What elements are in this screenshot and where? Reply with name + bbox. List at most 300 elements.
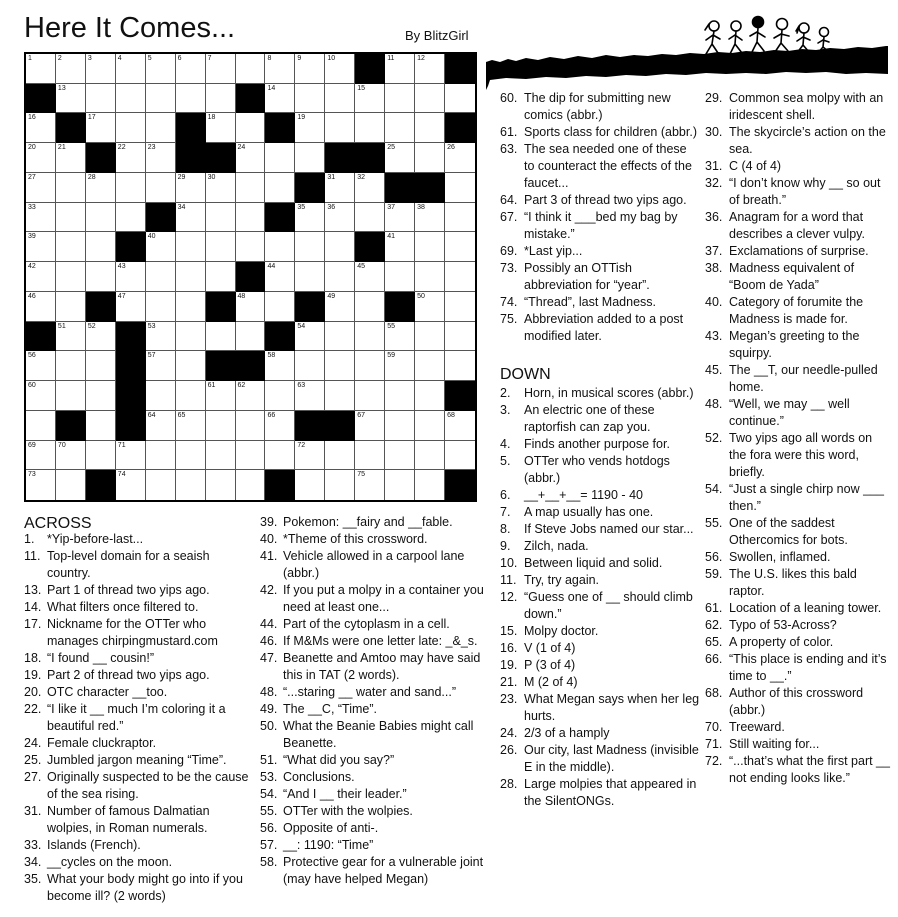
grid-cell[interactable] xyxy=(206,262,236,292)
clue-text: 2/3 of a hamply xyxy=(524,726,610,740)
grid-cell[interactable] xyxy=(56,470,86,500)
grid-cell[interactable] xyxy=(265,292,295,322)
grid-cell[interactable] xyxy=(146,143,176,173)
clue-number: 27. xyxy=(24,770,42,784)
grid-cell[interactable] xyxy=(445,322,475,352)
grid-cell[interactable] xyxy=(325,470,355,500)
grid-cell[interactable] xyxy=(355,173,385,203)
grid-cell[interactable] xyxy=(385,143,415,173)
grid-cell[interactable] xyxy=(236,173,266,203)
grid-cell[interactable] xyxy=(325,173,355,203)
grid-cell[interactable] xyxy=(86,441,116,471)
grid-cell[interactable] xyxy=(236,381,266,411)
grid-cell[interactable] xyxy=(86,381,116,411)
grid-cell[interactable] xyxy=(295,381,325,411)
grid-cell[interactable] xyxy=(385,262,415,292)
grid-cell[interactable] xyxy=(26,411,56,441)
grid-cell[interactable] xyxy=(206,54,236,84)
grid-cell[interactable] xyxy=(325,232,355,262)
grid-cell[interactable] xyxy=(176,292,206,322)
grid-block xyxy=(86,292,116,322)
cell-number: 22 xyxy=(117,144,126,152)
grid-cell[interactable] xyxy=(86,84,116,114)
grid-block xyxy=(116,232,146,262)
clue-item xyxy=(705,243,891,260)
grid-cell[interactable] xyxy=(325,441,355,471)
grid-cell[interactable] xyxy=(116,292,146,322)
clue-number: 32. xyxy=(705,176,723,190)
grid-block xyxy=(325,143,355,173)
cell-number: 7 xyxy=(207,55,212,62)
grid-block xyxy=(236,84,266,114)
grid-cell[interactable] xyxy=(146,113,176,143)
grid-cell[interactable] xyxy=(295,143,325,173)
grid-cell[interactable] xyxy=(86,322,116,352)
clue-item xyxy=(500,623,700,640)
clue-number: 74. xyxy=(500,295,518,309)
clue-text: “I think it ___bed my bag by mistake.” xyxy=(524,210,678,241)
cell-number: 23 xyxy=(147,144,156,152)
clue-text: If you put a molpy in a container you need at least one... xyxy=(283,583,484,614)
grid-block xyxy=(295,173,325,203)
grid-cell[interactable] xyxy=(385,441,415,471)
grid-cell[interactable] xyxy=(355,292,385,322)
cell-number: 38 xyxy=(417,203,425,211)
clue-item xyxy=(705,753,891,787)
grid-cell[interactable] xyxy=(415,470,445,500)
grid-cell[interactable] xyxy=(265,84,295,114)
grid-cell[interactable] xyxy=(86,351,116,381)
grid-cell[interactable] xyxy=(236,143,266,173)
grid-cell[interactable] xyxy=(355,470,385,500)
grid-cell[interactable] xyxy=(176,232,206,262)
grid-cell[interactable] xyxy=(325,381,355,411)
grid-cell[interactable] xyxy=(385,54,415,84)
stick-figure xyxy=(750,17,765,53)
grid-cell[interactable] xyxy=(116,143,146,173)
clue-number: 41. xyxy=(260,549,278,563)
grid-cell[interactable] xyxy=(445,173,475,203)
grid-cell[interactable] xyxy=(385,411,415,441)
grid-cell[interactable] xyxy=(176,173,206,203)
grid-cell[interactable] xyxy=(26,54,56,84)
grid-cell[interactable] xyxy=(355,441,385,471)
clue-text: __cycles on the moon. xyxy=(47,855,173,869)
clue-text: “This place is ending and it’s time to __.” xyxy=(729,652,887,683)
grid-cell[interactable] xyxy=(176,322,206,352)
grid-cell[interactable] xyxy=(325,292,355,322)
grid-cell[interactable] xyxy=(236,411,266,441)
grid-cell[interactable] xyxy=(56,173,86,203)
grid-cell[interactable] xyxy=(355,322,385,352)
grid-block xyxy=(355,232,385,262)
grid-cell[interactable] xyxy=(415,143,445,173)
clue-text: Category of forumite the Madness is made for. xyxy=(729,295,864,326)
grid-cell[interactable] xyxy=(415,84,445,114)
grid-cell[interactable] xyxy=(56,143,86,173)
grid-cell[interactable] xyxy=(295,441,325,471)
grid-cell[interactable] xyxy=(355,262,385,292)
grid-cell[interactable] xyxy=(415,322,445,352)
grid-cell[interactable] xyxy=(236,203,266,233)
clue-item xyxy=(260,514,496,531)
grid-cell[interactable] xyxy=(265,411,295,441)
grid-cell[interactable] xyxy=(86,411,116,441)
clue-text: Part 2 of thread two yips ago. xyxy=(47,668,210,682)
grid-cell[interactable] xyxy=(445,203,475,233)
grid-cell[interactable] xyxy=(146,470,176,500)
clue-number: 40. xyxy=(705,295,723,309)
clue-text: *Yip-before-last... xyxy=(47,532,144,546)
grid-cell[interactable] xyxy=(116,441,146,471)
grid-cell[interactable] xyxy=(385,232,415,262)
grid-cell[interactable] xyxy=(295,84,325,114)
clue-text: Conclusions. xyxy=(283,770,355,784)
cell-number: 32 xyxy=(357,173,366,181)
cell-number: 72 xyxy=(297,441,306,449)
grid-cell[interactable] xyxy=(86,54,116,84)
cell-number: 3 xyxy=(87,55,92,62)
grid-cell[interactable] xyxy=(26,381,56,411)
grid-cell[interactable] xyxy=(385,381,415,411)
grid-cell[interactable] xyxy=(26,113,56,143)
cell-number: 71 xyxy=(117,441,126,449)
grid-cell[interactable] xyxy=(56,203,86,233)
grid-cell[interactable] xyxy=(415,441,445,471)
grid-block xyxy=(176,143,206,173)
clue-number: 38. xyxy=(705,261,723,275)
grid-cell[interactable] xyxy=(355,411,385,441)
grid-cell[interactable] xyxy=(176,203,206,233)
clue-text: *Theme of this crossword. xyxy=(283,532,428,546)
grid-cell[interactable] xyxy=(415,262,445,292)
grid-cell[interactable] xyxy=(206,173,236,203)
clue-number: 35. xyxy=(24,872,42,886)
grid-block xyxy=(415,173,445,203)
grid-cell[interactable] xyxy=(86,203,116,233)
clue-number: 55. xyxy=(260,804,278,818)
grid-cell[interactable] xyxy=(295,54,325,84)
grid-cell[interactable] xyxy=(26,143,56,173)
clue-text: Possibly an OTTish abbreviation for “year”. xyxy=(524,261,650,292)
grid-cell[interactable] xyxy=(445,351,475,381)
grid-cell[interactable] xyxy=(415,411,445,441)
grid-cell[interactable] xyxy=(116,262,146,292)
stick-figure xyxy=(774,19,789,53)
grid-cell[interactable] xyxy=(86,232,116,262)
grid-cell[interactable] xyxy=(116,203,146,233)
grid-cell[interactable] xyxy=(146,292,176,322)
clue-item xyxy=(500,521,700,538)
grid-cell[interactable] xyxy=(295,113,325,143)
grid-cell[interactable] xyxy=(325,322,355,352)
cell-number: 49 xyxy=(327,292,336,300)
grid-cell[interactable] xyxy=(415,292,445,322)
grid-cell[interactable] xyxy=(56,54,86,84)
stick-figures-illustration xyxy=(486,0,888,90)
clue-text: An electric one of these raptorfish can zap you. xyxy=(524,403,655,434)
grid-cell[interactable] xyxy=(176,54,206,84)
grid-cell[interactable] xyxy=(176,411,206,441)
grid-cell[interactable] xyxy=(415,351,445,381)
grid-cell[interactable] xyxy=(236,113,266,143)
clue-item xyxy=(260,769,496,786)
clue-number: 43. xyxy=(705,329,723,343)
grid-cell[interactable] xyxy=(355,84,385,114)
cell-number: 41 xyxy=(387,233,395,241)
clue-number: 17. xyxy=(24,617,42,631)
grid-cell[interactable] xyxy=(295,203,325,233)
clue-item xyxy=(24,871,256,905)
clue-item xyxy=(24,582,256,599)
grid-cell[interactable] xyxy=(176,381,206,411)
grid-block xyxy=(295,292,325,322)
clue-number: 52. xyxy=(705,431,723,445)
grid-cell[interactable] xyxy=(325,262,355,292)
grid-cell[interactable] xyxy=(445,262,475,292)
grid-cell[interactable] xyxy=(116,54,146,84)
grid-cell[interactable] xyxy=(56,262,86,292)
grid-cell[interactable] xyxy=(295,262,325,292)
clue-text: Molpy doctor. xyxy=(524,624,599,638)
grid-cell[interactable] xyxy=(206,203,236,233)
grid-cell[interactable] xyxy=(355,113,385,143)
clue-item xyxy=(705,90,891,124)
clue-text: “...that’s what the first part __ not ending looks like.” xyxy=(729,754,890,785)
grid-cell[interactable] xyxy=(176,441,206,471)
grid-cell[interactable] xyxy=(176,470,206,500)
cell-number: 47 xyxy=(117,292,126,300)
grid-cell[interactable] xyxy=(295,351,325,381)
clue-text: Our city, last Madness (invisible E in the middle). xyxy=(524,743,699,774)
clue-text: Exclamations of surprise. xyxy=(729,244,869,258)
clue-number: 42. xyxy=(260,583,278,597)
grid-cell[interactable] xyxy=(206,441,236,471)
clue-item xyxy=(705,549,891,566)
grid-cell[interactable] xyxy=(415,203,445,233)
clue-number: 11. xyxy=(24,549,41,563)
grid-cell[interactable] xyxy=(445,232,475,262)
cell-number: 56 xyxy=(28,352,36,360)
grid-cell[interactable] xyxy=(325,54,355,84)
clue-number: 24. xyxy=(500,726,518,740)
grid-cell[interactable] xyxy=(445,441,475,471)
clue-number: 55. xyxy=(705,516,723,530)
clue-text: Opposite of anti-. xyxy=(283,821,379,835)
grid-cell[interactable] xyxy=(295,232,325,262)
grid-cell[interactable] xyxy=(385,203,415,233)
clue-text: Try, try again. xyxy=(524,573,600,587)
grid-cell[interactable] xyxy=(146,54,176,84)
clue-number: 56. xyxy=(260,821,278,835)
grid-cell[interactable] xyxy=(26,173,56,203)
grid-cell[interactable] xyxy=(265,232,295,262)
grid-cell[interactable] xyxy=(206,113,236,143)
grid-cell[interactable] xyxy=(146,173,176,203)
grid-cell[interactable] xyxy=(355,381,385,411)
grid-cell[interactable] xyxy=(26,232,56,262)
clue-item xyxy=(705,430,891,481)
grid-cell[interactable] xyxy=(295,470,325,500)
grid-cell[interactable] xyxy=(176,84,206,114)
cell-number: 36 xyxy=(327,203,336,211)
grid-cell[interactable] xyxy=(236,54,266,84)
grid-cell[interactable] xyxy=(56,292,86,322)
grid-block xyxy=(206,351,236,381)
clue-text: C (4 of 4) xyxy=(729,159,782,173)
grid-cell[interactable] xyxy=(385,351,415,381)
clue-number: 22. xyxy=(24,702,42,716)
grid-cell[interactable] xyxy=(265,441,295,471)
grid-cell[interactable] xyxy=(265,381,295,411)
grid-cell[interactable] xyxy=(146,381,176,411)
clue-item xyxy=(500,776,700,810)
grid-block xyxy=(265,470,295,500)
grid-cell[interactable] xyxy=(385,113,415,143)
grid-cell[interactable] xyxy=(26,441,56,471)
clue-item xyxy=(705,124,891,158)
grid-cell[interactable] xyxy=(325,351,355,381)
grid-cell[interactable] xyxy=(116,470,146,500)
grid-cell[interactable] xyxy=(295,322,325,352)
clue-item xyxy=(705,328,891,362)
clue-item xyxy=(260,616,496,633)
cell-number: 66 xyxy=(267,411,276,419)
grid-cell[interactable] xyxy=(116,84,146,114)
grid-cell[interactable] xyxy=(236,292,266,322)
grid-cell[interactable] xyxy=(236,322,266,352)
grid-block xyxy=(445,54,475,84)
grid-block xyxy=(445,381,475,411)
clue-text: P (3 of 4) xyxy=(524,658,576,672)
grid-cell[interactable] xyxy=(415,113,445,143)
grid-cell[interactable] xyxy=(236,441,266,471)
author-byline: By BlitzGirl xyxy=(405,28,469,43)
grid-cell[interactable] xyxy=(26,203,56,233)
grid-cell[interactable] xyxy=(56,232,86,262)
grid-cell[interactable] xyxy=(445,84,475,114)
clue-text: Swollen, inflamed. xyxy=(729,550,831,564)
clue-text: What the Beanie Babies might call Beanette. xyxy=(283,719,474,750)
grid-cell[interactable] xyxy=(146,232,176,262)
cell-number: 75 xyxy=(357,471,366,479)
cell-number: 17 xyxy=(87,114,96,122)
grid-cell[interactable] xyxy=(56,351,86,381)
grid-cell[interactable] xyxy=(146,351,176,381)
grid-cell[interactable] xyxy=(385,84,415,114)
cell-number: 67 xyxy=(357,411,366,419)
grid-block xyxy=(385,292,415,322)
grid-cell[interactable] xyxy=(176,262,206,292)
cell-number: 29 xyxy=(177,173,186,181)
grid-cell[interactable] xyxy=(146,441,176,471)
clue-text: Originally suspected to be the cause of the sea rising. xyxy=(47,770,249,801)
grid-cell[interactable] xyxy=(86,173,116,203)
grid-cell[interactable] xyxy=(86,113,116,143)
grid-cell[interactable] xyxy=(265,54,295,84)
cell-number: 35 xyxy=(297,203,306,211)
grid-cell[interactable] xyxy=(355,203,385,233)
clue-item xyxy=(260,803,496,820)
grid-cell[interactable] xyxy=(385,322,415,352)
grid-cell[interactable] xyxy=(116,173,146,203)
grid-cell[interactable] xyxy=(236,470,266,500)
clue-number: 72. xyxy=(705,754,723,768)
cell-number: 8 xyxy=(267,55,272,62)
grid-cell[interactable] xyxy=(56,441,86,471)
clue-item xyxy=(24,667,256,684)
grid-cell[interactable] xyxy=(56,84,86,114)
grid-block xyxy=(86,143,116,173)
grid-cell[interactable] xyxy=(445,411,475,441)
grid-cell[interactable] xyxy=(26,351,56,381)
grid-cell[interactable] xyxy=(325,203,355,233)
grid-cell[interactable] xyxy=(206,322,236,352)
cell-number: 43 xyxy=(117,263,126,271)
grid-cell[interactable] xyxy=(26,470,56,500)
clue-text: __+__+__= 1190 - 40 xyxy=(524,488,643,502)
grid-cell[interactable] xyxy=(206,84,236,114)
grid-cell[interactable] xyxy=(56,381,86,411)
grid-cell[interactable] xyxy=(265,351,295,381)
grid-cell[interactable] xyxy=(146,322,176,352)
grid-cell[interactable] xyxy=(325,84,355,114)
grid-cell[interactable] xyxy=(415,232,445,262)
clue-item xyxy=(705,158,891,175)
clue-text: Jumbled jargon meaning “Time”. xyxy=(47,753,227,767)
grid-cell[interactable] xyxy=(176,351,206,381)
cell-number: 50 xyxy=(417,292,425,300)
cell-number: 37 xyxy=(387,203,395,211)
grid-cell[interactable] xyxy=(206,232,236,262)
grid-cell[interactable] xyxy=(445,292,475,322)
grid-cell[interactable] xyxy=(56,322,86,352)
grid-cell[interactable] xyxy=(265,173,295,203)
grid-cell[interactable] xyxy=(146,84,176,114)
cell-number: 53 xyxy=(147,322,156,330)
grid-cell[interactable] xyxy=(116,113,146,143)
grid-cell[interactable] xyxy=(265,143,295,173)
grid-cell[interactable] xyxy=(146,411,176,441)
grid-cell[interactable] xyxy=(26,262,56,292)
grid-cell[interactable] xyxy=(445,143,475,173)
clue-item xyxy=(260,531,496,548)
cell-number: 55 xyxy=(387,322,395,330)
grid-cell[interactable] xyxy=(26,292,56,322)
grid-cell[interactable] xyxy=(385,470,415,500)
stick-figure xyxy=(729,21,742,54)
clue-item xyxy=(500,311,700,345)
grid-cell[interactable] xyxy=(236,232,266,262)
cell-number: 15 xyxy=(357,84,366,92)
grid-cell[interactable] xyxy=(206,381,236,411)
grid-block xyxy=(26,84,56,114)
clue-number: 53. xyxy=(260,770,278,784)
grid-cell[interactable] xyxy=(206,470,236,500)
grid-cell[interactable] xyxy=(415,54,445,84)
grid-cell[interactable] xyxy=(146,262,176,292)
stick-figure xyxy=(705,21,720,54)
cell-number: 4 xyxy=(117,55,122,62)
grid-cell[interactable] xyxy=(415,381,445,411)
clue-number: 10. xyxy=(500,556,518,570)
grid-cell[interactable] xyxy=(325,113,355,143)
grid-cell[interactable] xyxy=(86,262,116,292)
grid-cell[interactable] xyxy=(355,351,385,381)
grid-cell[interactable] xyxy=(265,262,295,292)
clue-item xyxy=(24,735,256,752)
grid-cell[interactable] xyxy=(206,411,236,441)
